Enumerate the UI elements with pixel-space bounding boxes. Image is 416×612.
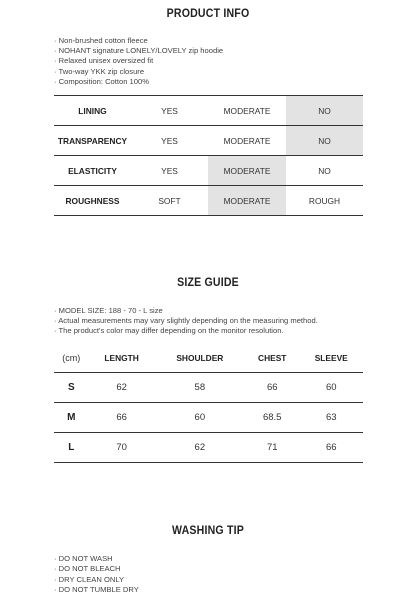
washing-item: · DO NOT TUMBLE DRY — [54, 585, 139, 595]
size-row — [54, 372, 363, 402]
product-note: · NOHANT signature LONELY/LOVELY zip hoodie — [54, 46, 223, 56]
size-cell: 58 — [155, 372, 245, 402]
attribute-row-roughness — [54, 186, 363, 216]
size-label: S — [54, 372, 89, 402]
attribute-row-elasticity — [54, 156, 363, 186]
size-guide-title: SIZE GUIDE — [177, 277, 239, 289]
washing-item: · DRY CLEAN ONLY — [54, 575, 139, 585]
size-cell: 62 — [155, 432, 245, 462]
size-row — [54, 432, 363, 462]
size-cell: 63 — [299, 402, 363, 432]
product-note: · Two-way YKK zip closure — [54, 67, 223, 77]
washing-item: · DO NOT BLEACH — [54, 564, 139, 574]
attribute-row-lining — [54, 96, 363, 126]
unit-header: (cm) — [54, 344, 89, 372]
attribute-option: YES — [131, 156, 208, 186]
size-cell: 66 — [89, 402, 155, 432]
shoulder-header: SHOULDER — [155, 344, 245, 372]
size-note: · MODEL SIZE: 188 - 70 - L size — [54, 306, 318, 316]
product-note: · Relaxed unisex oversized fit — [54, 56, 223, 66]
size-cell: 60 — [155, 402, 245, 432]
chest-header: CHEST — [245, 344, 300, 372]
attribute-option: ROUGH — [286, 186, 363, 216]
product-note: · Composition: Cotton 100% — [54, 77, 223, 87]
product-attributes-table — [54, 95, 363, 216]
sleeve-header: SLEEVE — [299, 344, 363, 372]
attribute-option: MODERATE — [208, 126, 286, 156]
size-note: · Actual measurements may vary slightly depending on the measuring method. — [54, 316, 318, 326]
attribute-row-transparency — [54, 126, 363, 156]
attribute-option: YES — [131, 96, 208, 126]
attribute-option-selected: NO — [286, 126, 363, 156]
size-table — [54, 344, 363, 463]
attribute-option: NO — [286, 156, 363, 186]
washing-tip-title: WASHING TIP — [172, 525, 244, 537]
product-info-notes — [54, 36, 223, 87]
size-label: L — [54, 432, 89, 462]
size-cell: 71 — [245, 432, 300, 462]
washing-item: · DO NOT WASH — [54, 554, 139, 564]
size-cell: 66 — [245, 372, 300, 402]
size-table-header — [54, 344, 363, 372]
size-cell: 62 — [89, 372, 155, 402]
attribute-label: ELASTICITY — [54, 156, 131, 186]
size-note: · The product's color may differ depending on the monitor resolution. — [54, 326, 318, 336]
attribute-label: LINING — [54, 96, 131, 126]
size-guide-notes — [54, 306, 318, 337]
length-header: LENGTH — [89, 344, 155, 372]
attribute-option: MODERATE — [208, 96, 286, 126]
product-note: · Non-brushed cotton fleece — [54, 36, 223, 46]
attribute-option-selected: NO — [286, 96, 363, 126]
attribute-option: SOFT — [131, 186, 208, 216]
size-cell: 60 — [299, 372, 363, 402]
attribute-option-selected: MODERATE — [208, 186, 286, 216]
size-cell: 68.5 — [245, 402, 300, 432]
product-info-title: PRODUCT INFO — [166, 8, 250, 20]
attribute-option-selected: MODERATE — [208, 156, 286, 186]
size-row — [54, 402, 363, 432]
attribute-label: TRANSPARENCY — [54, 126, 131, 156]
size-cell: 66 — [299, 432, 363, 462]
washing-tip-list — [54, 554, 139, 596]
size-cell: 70 — [89, 432, 155, 462]
attribute-option: YES — [131, 126, 208, 156]
size-label: M — [54, 402, 89, 432]
attribute-label: ROUGHNESS — [54, 186, 131, 216]
